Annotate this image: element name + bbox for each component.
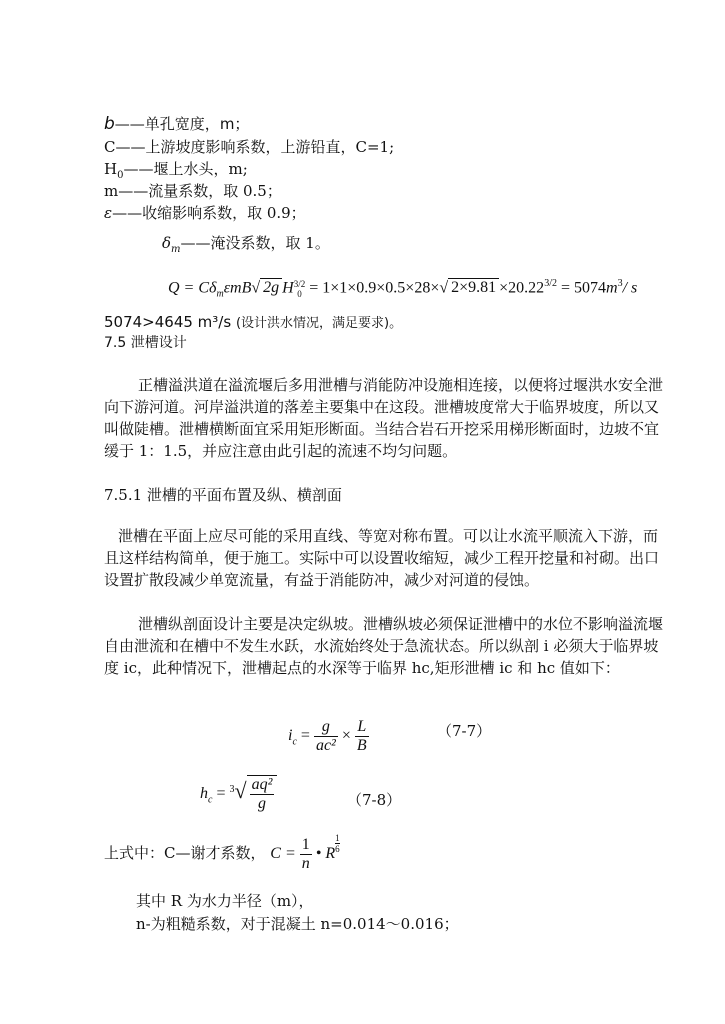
def-delta-text: ——淹没系数，取 1。 <box>180 234 330 252</box>
eq78-num: aq² <box>251 776 273 793</box>
chezy-prefix: 上式中：C—谢才系数， <box>104 844 266 862</box>
check-line <box>104 312 402 334</box>
hc-sym: h <box>200 785 208 803</box>
eq77-num2: L <box>355 718 369 737</box>
r-line: 其中 R 为水力半径（m）， <box>136 892 314 910</box>
ic-sym: i <box>288 727 293 745</box>
formula-q <box>168 278 637 300</box>
q-sqrt-val: 2×9.81 <box>448 278 499 297</box>
def-b-text: ——单孔宽度， <box>114 115 220 133</box>
def-eps-text: ——收缩影响系数，取 0.9； <box>112 204 306 222</box>
q-sqrt-term: 2g <box>260 278 282 297</box>
chezy-line <box>104 828 340 879</box>
def-h0-text: ——堰上水头，m; <box>123 160 248 178</box>
equation-7-7-label: （7-7） <box>437 722 492 740</box>
check-note: (设计洪水情况，满足要求)。 <box>235 316 403 331</box>
equation-7-8: $h_c = ^3√$ $\frac{\text{aq²}}{g}$ <box>200 775 277 813</box>
def-c-line: C——上游坡度影响系数，上游铅直，C=1; <box>104 138 395 156</box>
chezy-num: 1 <box>301 835 310 853</box>
paragraph-2: 泄槽在平面上应尽可能的采用直线、等宽对称布置。可以让水流平顺流入下游，而且这样结构简单，便于施工。实际中可以设置收缩短，减少工程开挖量和衬砌。出口设置扩散段减少单宽流量，有益于消能防冲，减少对河道的侵蚀。 <box>104 527 660 589</box>
q-h-sym: H <box>282 279 294 297</box>
equation-7-7: $i_c$ = $\frac{g}{\text{ac²}}$ × $\frac{L}{B}$ <box>288 718 367 754</box>
eq78-den: g <box>257 795 266 812</box>
sym-b: b <box>104 114 115 134</box>
n-line: n-为粗糙系数，对于混凝土 n=0.014～0.016； <box>136 915 459 933</box>
q-unit-end: / s <box>622 279 638 297</box>
section-7-5-1: 7.5.1 泄槽的平面布置及纵、横剖面 <box>104 486 342 504</box>
paragraph-3: 泄槽纵剖面设计主要是决定纵坡。泄槽纵坡必须保证泄槽中的水位不影响溢流堰自由泄流和在槽中不发生水跃，水流始终处于急流状态。所以纵剖 i 必须大于临界坡度 ic，此种情况下，泄槽起点的水深等于临界 hc,矩形泄槽 ic 和 hc 值如下： <box>104 615 664 677</box>
sym-h-sub: 0 <box>117 170 124 181</box>
chezy-rest: • R <box>315 845 336 862</box>
def-delta-line <box>162 233 330 260</box>
sym-epsilon: ε <box>104 204 113 222</box>
q-times-val: ×20.22 <box>499 279 545 297</box>
sym-delta: δ <box>162 234 172 252</box>
def-b-unit: m； <box>219 115 250 133</box>
q-result: = 5074 <box>560 279 606 297</box>
q-unit-sup: 3 <box>617 278 623 289</box>
equation-7-8-label: （7-8） <box>347 791 402 809</box>
q-unit: m <box>606 279 618 297</box>
sqrt-sign-3: √ <box>234 778 247 804</box>
chezy-lhs: C = <box>270 845 296 862</box>
chezy-sup-num: 1 <box>335 833 340 843</box>
q-middle: = 1×1×0.9×0.5×28× <box>309 279 440 297</box>
ic-sub: c <box>292 736 297 748</box>
q-h-sub: 0 <box>297 288 302 299</box>
def-m-line: m——流量系数，取 0.5； <box>104 182 282 200</box>
hc-sub: c <box>208 794 213 806</box>
check-value: 5074>4645 m³/s <box>104 313 232 331</box>
root-index: 3 <box>229 783 235 795</box>
paragraph-1: 正槽溢洪道在溢流堰后多用泄槽与消能防冲设施相连接，以便将过堰洪水安全泄向下游河道。河岸溢洪道的落差主要集中在这段。泄槽坡度常大于临界坡度，所以又叫做陡槽。泄槽横断面宜采用矩形断面。当结合岩石开挖采用梯形断面时，边坡不宜缓于 1：1.5，并应注意由此引起的流速不均匀问题。 <box>104 376 664 460</box>
def-eps-line <box>104 203 306 223</box>
eq77-den1: ac² <box>315 737 336 754</box>
sym-delta-sub: m <box>171 244 181 255</box>
q-lhs: Q = Cδ <box>168 279 217 297</box>
sqrt-sign: √ <box>251 279 261 297</box>
chezy-den: n <box>301 854 310 872</box>
sym-h: H <box>104 160 118 178</box>
def-b-line <box>104 114 249 134</box>
q-h-sup: 3/2 <box>293 278 306 289</box>
chezy-sup-den: 6 <box>335 844 340 854</box>
section-7-5: 7.5 泄槽设计 <box>104 335 187 351</box>
eq77-num1: g <box>314 718 338 737</box>
q-power: 3/2 <box>544 278 557 289</box>
q-lhs-sub: m <box>216 288 224 300</box>
eq77-den2: B <box>356 737 367 754</box>
sqrt-sign-2: √ <box>439 279 449 297</box>
q-lhs-rest: εmB <box>223 279 252 297</box>
